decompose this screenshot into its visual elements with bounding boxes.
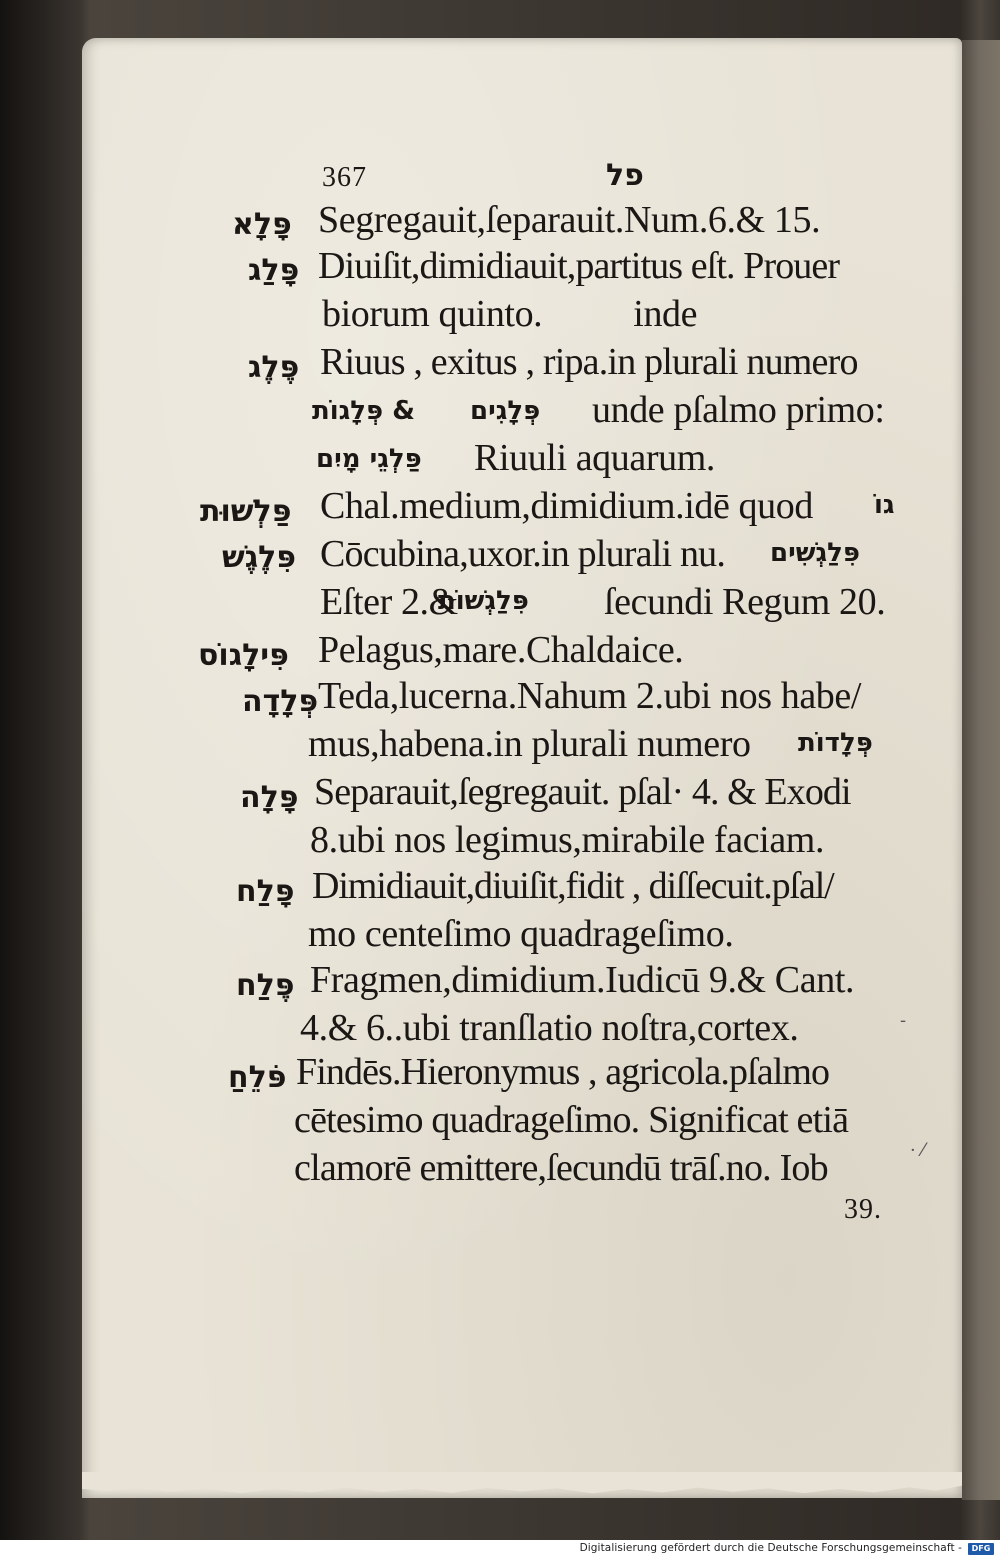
entry-text: Riuus , exitus , ripa.in plurali numero: [320, 341, 858, 383]
entry-text: 8.ubi nos legimus,mirabile faciam.: [310, 819, 825, 861]
entry-text: ſecundi Regum 20.: [604, 581, 886, 623]
hebrew-inline: פְּלָגִים: [470, 396, 541, 426]
hebrew-inline: פְּלָדוֹת: [798, 728, 873, 758]
entry-text: mo centeſimo quadrageſimo.: [308, 913, 734, 955]
entry-text: Teda,lucerna.Nahum 2.ubi nos habe/: [318, 675, 862, 717]
hebrew-inline: פְּלָגוֹת &: [312, 396, 415, 426]
page-footer-note: 39.: [844, 1194, 882, 1225]
entry-text: Cōcubina,uxor.in plurali nu.: [320, 533, 726, 575]
entry-text: Diuiſit,dimidiauit,partitus eſt. Prouer: [318, 245, 840, 287]
entry-text: Findēs.Hieronymus , agricola.pſalmo: [296, 1051, 830, 1093]
entry-text: 4.& 6..ubi tranſlatio noſtra,cortex.: [300, 1007, 799, 1049]
lemma: פַּלְשׁוּת: [200, 494, 292, 529]
dfg-logo: DFG: [968, 1543, 994, 1555]
entry-text: Pelagus,mare.Chaldaice.: [318, 629, 684, 671]
entry-text: Dimidiauit,diuiſit,fidit , diſſecuit.pſal/: [312, 865, 834, 907]
hebrew-inline: פִּלַגְשִׁים: [770, 538, 860, 568]
entry-continuation: biorum quinto. inde: [322, 293, 698, 335]
scan-speck: -: [900, 1010, 907, 1031]
lemma: פִּילָגוֹס: [198, 638, 289, 673]
hebrew-inline: פִּלַגְשׁוֹת: [438, 586, 529, 616]
entry-text: Fragmen,dimidium.Iudicū 9.& Cant.: [310, 959, 855, 1001]
entry-text: clamorē emittere,ſecundū trāſ.no. Iob: [294, 1147, 828, 1189]
entry-text: Segregauit,ſeparauit.Num.6.& 15.: [318, 199, 821, 241]
lemma: פָּלַח: [236, 874, 295, 909]
entry-text: cētesimo quadrageſimo. Significat etiā: [294, 1099, 849, 1141]
lemma: פָּלַג: [248, 253, 300, 288]
book-edge: [962, 40, 1000, 1500]
page-number: 367: [322, 162, 367, 193]
running-head: פל: [606, 158, 644, 193]
lemma: פָּלָה: [240, 780, 299, 815]
lemma: פֹּלֵחַ: [228, 1060, 287, 1095]
lemma: פָּלָא: [232, 207, 292, 242]
hebrew-inline: פַּלְגֵי מָיִם: [316, 444, 422, 474]
lemma: פִּלֶגֶשׁ: [222, 540, 297, 575]
entry-text: Separauit,ſegregauit. pſal· 4. & Exodi: [314, 771, 851, 813]
lemma: פֶּלַח: [236, 968, 295, 1003]
entry-text: Eſter 2.&: [320, 581, 458, 623]
entry-text: Riuuli aquarum.: [474, 437, 715, 479]
hebrew-inline: גוֹ: [874, 490, 895, 520]
footer-credit: Digitalisierung gefördert durch die Deutsche Forschungsgemeinschaft -: [579, 1542, 962, 1554]
lemma: פֶּלֶג: [248, 350, 300, 385]
lemma: פְּלָדָה: [242, 684, 319, 719]
scan-speck: · ⁄: [910, 1140, 925, 1161]
entry-text: mus,habena.in plurali numero: [308, 723, 751, 765]
entry-text: unde pſalmo primo:: [592, 389, 885, 431]
entry-text: Chal.medium,dimidium.idē quod: [320, 485, 813, 527]
